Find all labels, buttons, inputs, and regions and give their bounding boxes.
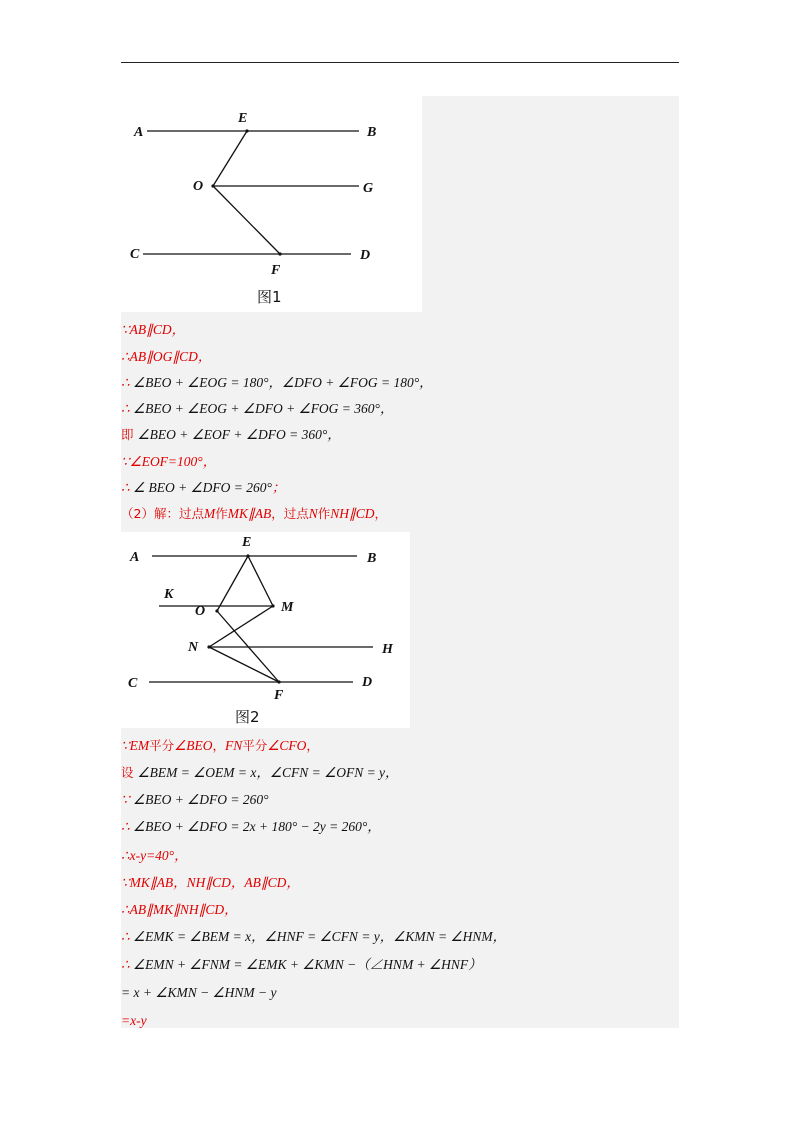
segment-em: [248, 556, 273, 606]
solution-line: [121, 984, 277, 1002]
point-label-e: E: [242, 535, 252, 550]
solution-line: [121, 374, 433, 392]
solution-line: [121, 764, 399, 782]
solution-text-segment: ，过点: [271, 506, 309, 521]
solution-text-segment: 设: [121, 765, 138, 780]
point-label-g: G: [363, 181, 374, 196]
solution-text-segment: ∴: [121, 929, 133, 944]
solution-text-segment: ∠ BEO + ∠DFO = 260°: [132, 480, 272, 495]
point-label-d: D: [362, 675, 373, 690]
figure-1: [121, 96, 422, 312]
solution-text-segment: 平分: [242, 738, 268, 753]
solution-text-segment: ∵EM: [121, 738, 150, 753]
point-label-e: E: [238, 111, 248, 126]
solution-text-segment: ∴: [121, 480, 133, 495]
solution-text-segment: ∴AB∥OG∥CD，: [121, 349, 212, 364]
solution-text-segment: FN: [224, 738, 243, 753]
solution-line: [121, 505, 387, 523]
solution-text-segment: ∠BEO: [174, 738, 213, 753]
point-label-k: K: [164, 587, 174, 602]
solution-text-segment: ∠BEO + ∠EOF + ∠DFO = 360°，: [137, 427, 341, 442]
figure-2-caption: 图2: [235, 708, 260, 726]
solution-text-segment: ∴: [121, 819, 133, 834]
solution-text-segment: ∵MK∥AB，NH∥CD，AB∥CD，: [121, 875, 300, 890]
point-label-h: H: [382, 642, 393, 657]
segment-nf: [209, 647, 279, 682]
solution-text-segment: ；: [271, 480, 286, 495]
solution-line: [121, 791, 269, 809]
solution-text-segment: 平分: [149, 738, 175, 753]
point-label-a: A: [130, 550, 140, 565]
solution-text-segment: MK∥AB: [227, 506, 272, 521]
solution-text-segment: （2）解：过点: [121, 506, 204, 521]
figure-1-caption: 图1: [257, 288, 282, 306]
solution-text-segment: ，: [306, 738, 319, 753]
figure-2: [121, 532, 410, 728]
point-label-f: F: [271, 263, 281, 278]
solution-line: [121, 956, 482, 974]
solution-text-segment: ，: [212, 738, 225, 753]
solution-line: [121, 321, 185, 339]
solution-line: [121, 737, 319, 755]
solution-line: [121, 901, 238, 919]
solution-line: [121, 874, 300, 892]
solution-text-segment: ∠BEO + ∠EOG + ∠DFO + ∠FOG = 360°，: [132, 401, 394, 416]
segment-of: [213, 186, 280, 254]
solution-text-segment: ∴: [121, 957, 133, 972]
solution-text-segment: ∴: [121, 401, 133, 416]
point-label-d: D: [360, 248, 371, 263]
point-label-c: C: [128, 676, 138, 691]
solution-text-segment: =x-y: [121, 1013, 147, 1028]
solution-text-segment: ∠BEM = ∠OEM = x，∠CFN = ∠OFN = y，: [137, 765, 399, 780]
point-label-b: B: [367, 551, 377, 566]
point-label-m: M: [281, 600, 294, 615]
solution-text-segment: ∠BEO + ∠EOG = 180°，∠DFO + ∠FOG = 180°，: [132, 375, 433, 390]
solution-text-segment: ，: [374, 506, 388, 521]
solution-line: [121, 400, 393, 418]
solution-text-segment: ∴AB∥MK∥NH∥CD，: [121, 902, 238, 917]
solution-line: [121, 818, 381, 836]
solution-text-segment: 作: [317, 506, 331, 521]
segment-eo: [213, 131, 247, 186]
solution-text-segment: ∠BEO + ∠DFO = 2x + 180° − 2y = 260°，: [132, 819, 381, 834]
solution-text-segment: ∠CFO: [267, 738, 307, 753]
solution-text-segment: N: [308, 506, 318, 521]
point-label-f: F: [274, 688, 284, 703]
figure-1-drawing: [121, 96, 422, 312]
solution-text-segment: 即: [121, 427, 138, 442]
point-label-o: O: [193, 179, 204, 194]
solution-line: [121, 928, 506, 946]
solution-line: [121, 1012, 147, 1030]
solution-text-segment: 作: [215, 506, 228, 521]
solution-line: [121, 479, 285, 497]
point-label-c: C: [130, 247, 140, 262]
point-label-a: A: [134, 125, 144, 140]
solution-line: [121, 426, 341, 444]
solution-text-segment: ∠EMK = ∠BEM = x，∠HNF = ∠CFN = y，∠KMN = ∠HNM，: [132, 929, 507, 944]
solution-text-segment: ∵∠EOF=100°，: [121, 454, 217, 469]
point-label-b: B: [367, 125, 377, 140]
solution-line: [121, 453, 216, 471]
solution-text-segment: NH∥CD: [330, 506, 375, 521]
solution-text-segment: ∵AB∥CD，: [121, 322, 186, 337]
point-label-o: O: [195, 604, 206, 619]
solution-line: [121, 348, 211, 366]
segment-eo: [217, 556, 248, 611]
figure-2-drawing: [121, 532, 410, 728]
solution-text-segment: M: [203, 506, 216, 521]
solution-text-segment: = x + ∠KMN − ∠HNM − y: [121, 985, 277, 1000]
top-rule: [121, 62, 679, 63]
solution-text-segment: ∠EMN + ∠FNM = ∠EMK + ∠KMN −（∠HNM + ∠HNF）: [132, 957, 482, 972]
solution-line: [121, 847, 188, 865]
point-label-n: N: [188, 640, 199, 655]
solution-text-segment: ∴: [121, 375, 133, 390]
solution-text-segment: ∠BEO + ∠DFO = 260°: [132, 792, 269, 807]
solution-text-segment: ∵: [121, 792, 133, 807]
solution-text-segment: ∴x-y=40°，: [121, 848, 188, 863]
